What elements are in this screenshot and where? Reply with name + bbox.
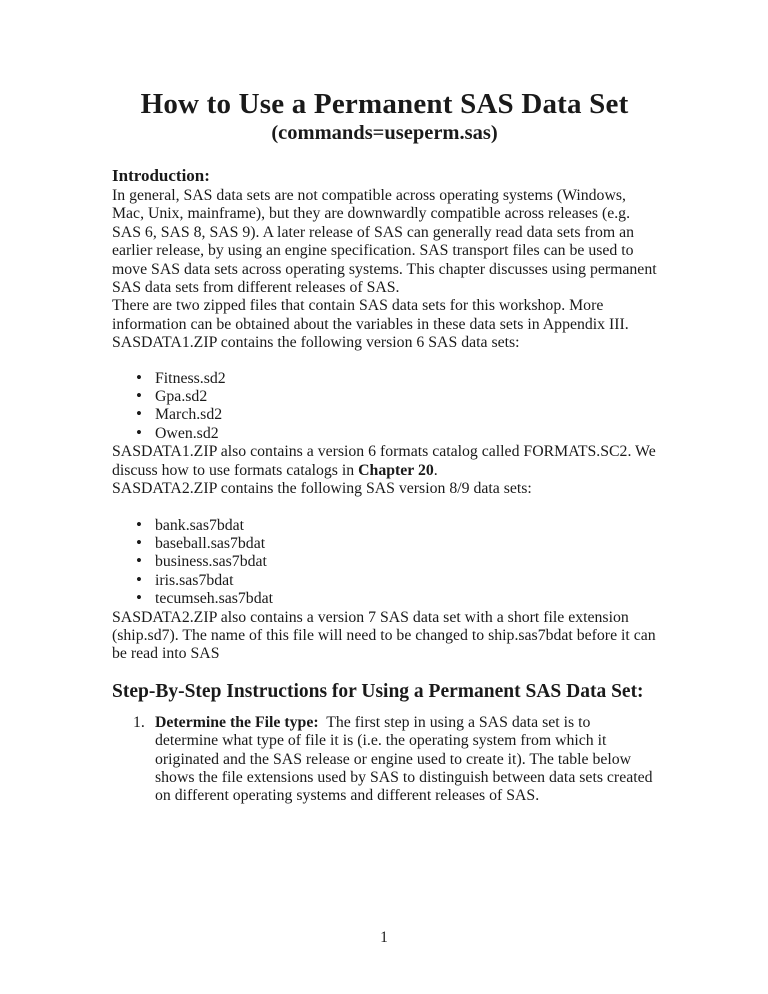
- paragraph-zipped-files: There are two zipped files that contain SAS data sets for this workshop. More information can be obtained about the variables in these data sets in Appendix III.: [112, 297, 629, 333]
- list-item: • bank.sas7bdat: [112, 517, 657, 535]
- page-number: 1: [380, 929, 388, 946]
- chapter-reference: Chapter 20: [358, 461, 434, 479]
- list-item: • Owen.sd2: [112, 425, 657, 443]
- paragraph-sasdata1-formats: [112, 443, 657, 480]
- section-heading-steps: Step-By-Step Instructions for Using a Permanent SAS Data Set:: [112, 680, 644, 702]
- step-number: 1.: [133, 713, 145, 731]
- step-label: Determine the File type:: [155, 713, 319, 731]
- formats-note-text: SASDATA1.ZIP also contains a version 6 formats catalog called FORMATS.SC2. We discuss how to use formats catalogs in: [112, 443, 656, 479]
- list-item: • iris.sas7bdat: [112, 572, 657, 590]
- paragraph-sasdata2-intro: SASDATA2.ZIP contains the following SAS version 8/9 data sets:: [112, 480, 532, 498]
- section-heading-introduction: Introduction:: [112, 166, 210, 185]
- sasdata2-file-list: [112, 517, 657, 609]
- paragraph-sasdata1-intro: SASDATA1.ZIP contains the following version 6 SAS data sets:: [112, 334, 520, 352]
- list-item: • Gpa.sd2: [112, 388, 657, 406]
- formats-note-period: .: [433, 461, 438, 479]
- step-text: [155, 714, 657, 806]
- list-item: • Fitness.sd2: [112, 370, 657, 388]
- list-item: • baseball.sas7bdat: [112, 535, 657, 553]
- list-item: • business.sas7bdat: [112, 553, 657, 571]
- list-item: • tecumseh.sas7bdat: [112, 590, 657, 608]
- step-description: The first step in using a SAS data set is to determine what type of file it is (i.e. the operating system from which it originated and the SAS release or engine used to create it). The table below shows the file extensions used by SAS to distinguish between data sets created on different operating systems and different releases of SAS.: [155, 713, 653, 805]
- paragraph-general-compatibility: In general, SAS data sets are not compatible across operating systems (Windows, Mac, Unix, mainframe), but they are downwardly compatible across releases (e.g. SAS 6, SAS 8, SAS 9). A later release of SAS can generally read data sets from an earlier release, by using an engine specification. SAS transport files can be used to move SAS data sets across operating systems. This chapter discusses using permanent SAS data sets from different releases of SAS.: [112, 187, 657, 297]
- step-item-1: [112, 714, 657, 806]
- document-title: How to Use a Permanent SAS Data Set: [140, 88, 629, 120]
- paragraph-sasdata2-ship-note: SASDATA2.ZIP also contains a version 7 SAS data set with a short file extension (ship.sd7). The name of this file will need to be changed to ship.sas7bdat before it can be read into SAS: [112, 608, 656, 663]
- list-item: • March.sd2: [112, 406, 657, 424]
- document-subtitle: (commands=useperm.sas): [271, 122, 498, 144]
- sasdata1-file-list: [112, 370, 657, 444]
